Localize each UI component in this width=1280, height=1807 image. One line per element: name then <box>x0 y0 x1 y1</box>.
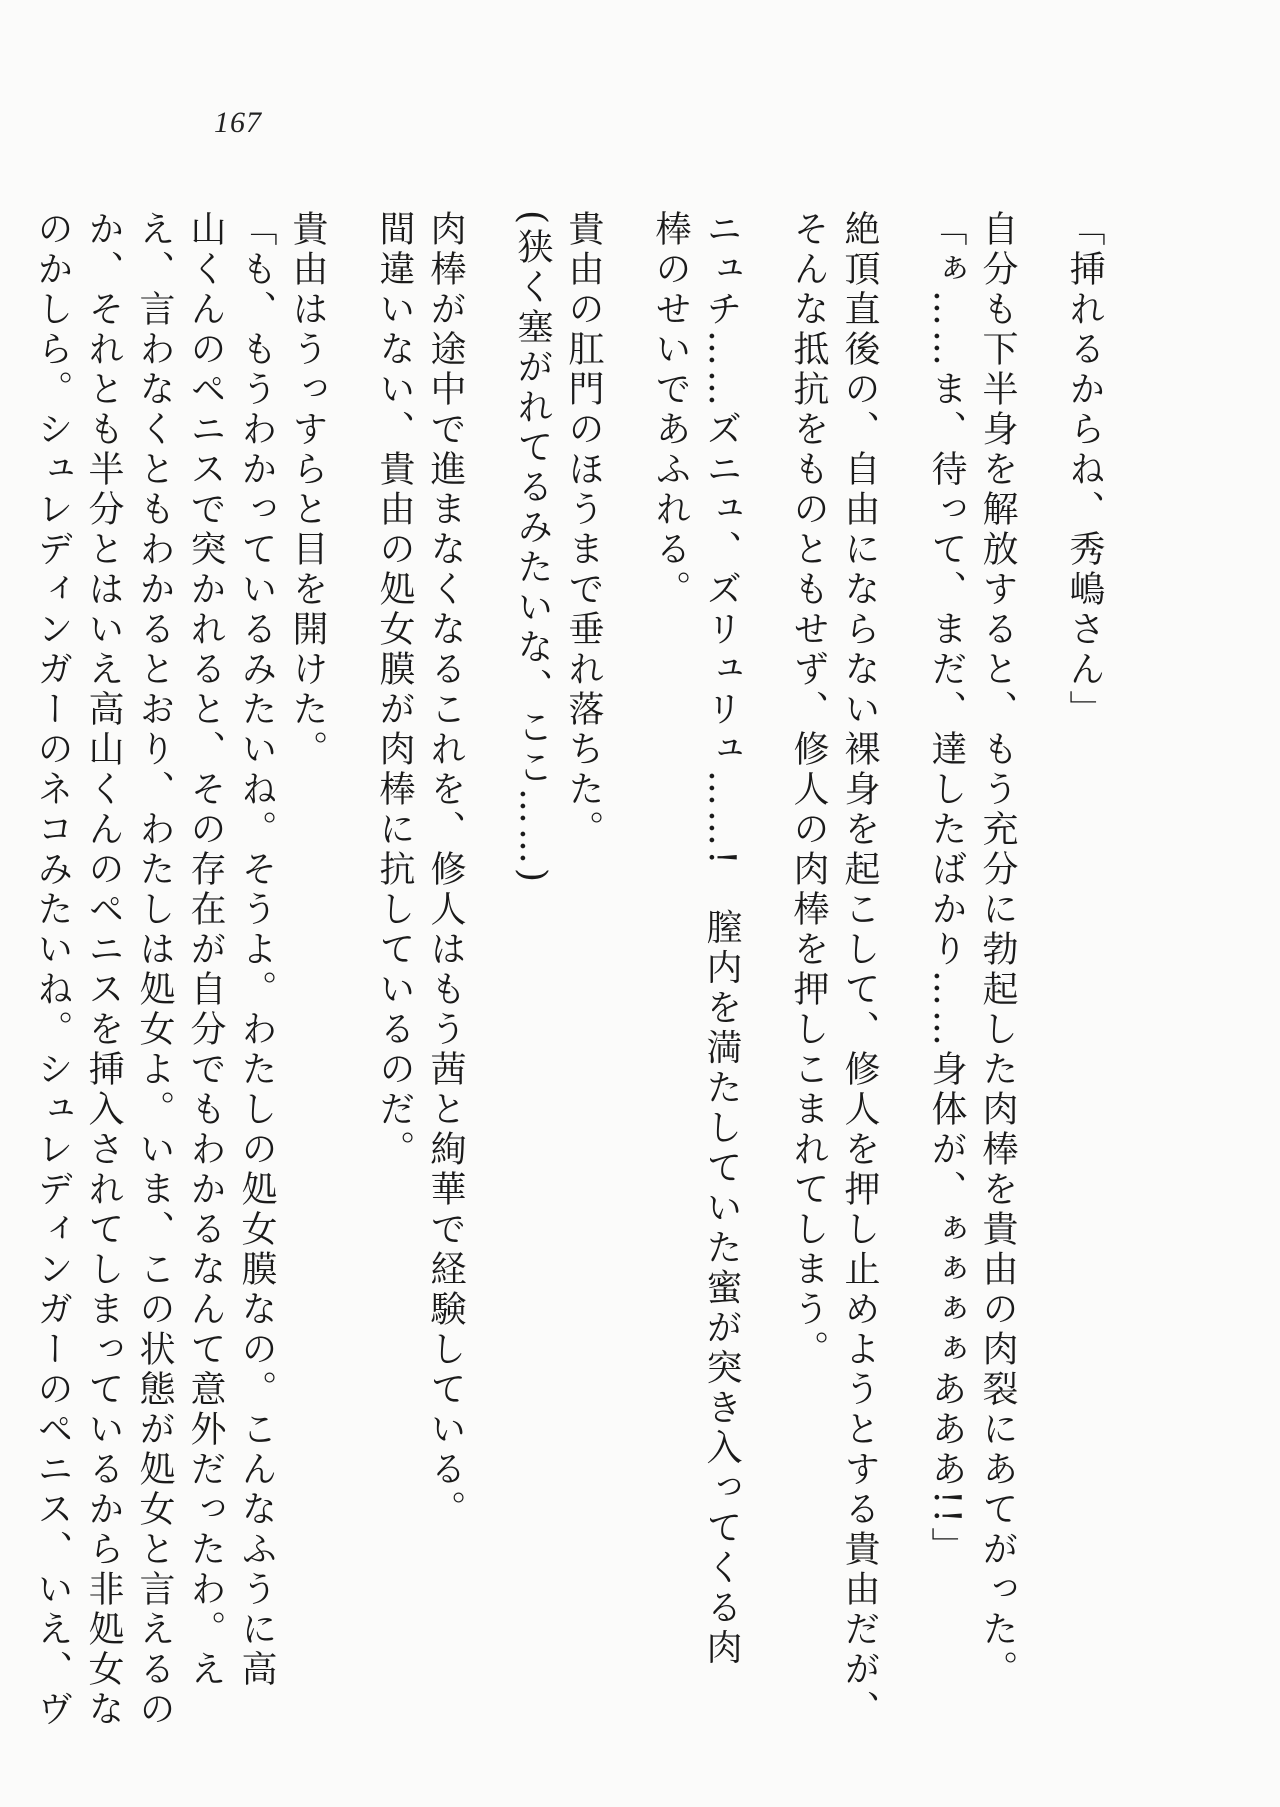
text-line: 絶頂直後の、自由にならない裸身を起こして、修人を押し止めようとする貴由だが、 <box>839 210 880 1730</box>
text-line: (狭く塞がれてるみたいな、ここ……) <box>512 210 553 887</box>
page-number: 167 <box>214 106 262 139</box>
text-line: ニュチ……ズニュ、ズリュリュ……! 膣内を満たしていた蜜が突き入ってくる肉 <box>701 210 742 1669</box>
text-line: か、それとも半分とはいえ高山くんのペニスを挿入されてしまっているから非処女な <box>83 210 124 1730</box>
text-line: 貴由の肛門のほうまで垂れ落ちた。 <box>563 210 604 850</box>
text-line: 肉棒が途中で進まなくなるこれを、修人はもう茜と絢華で経験している。 <box>425 210 466 1530</box>
text-line: 棒のせいであふれる。 <box>650 210 691 610</box>
text-line: 「ぁ……ま、待って、まだ、達したばかり……身体が、ぁぁぁぁあああ!!」 <box>926 210 967 1567</box>
text-line: 「も、もうわかっているみたいね。そうよ。わたしの処女膜なの。こんなふうに高 <box>236 210 277 1690</box>
text-line: 貴由はうっすらと目を開けた。 <box>287 210 328 770</box>
text-line: え、言わなくともわかるとおり、わたしは処女よ。いま、この状態が処女と言えるの <box>134 210 175 1730</box>
vertical-text-body <box>32 210 1110 1730</box>
text-line: 山くんのペニスで突かれると、その存在が自分でもわかるなんて意外だったわ。え <box>185 210 226 1690</box>
text-line: 間違いない、貴由の処女膜が肉棒に抗しているのだ。 <box>374 210 415 1170</box>
text-line: そんな抵抗をものともせず、修人の肉棒を押しこまれてしまう。 <box>788 210 829 1370</box>
text-line: のかしら。シュレディンガーのネコみたいね。シュレディンガーのペニス、いえ、ヴ <box>32 210 73 1730</box>
text-line: 「挿れるからね、秀嶋さん」 <box>1064 210 1105 730</box>
text-line: 自分も下半身を解放すると、もう充分に勃起した肉棒を貴由の肉裂にあてがった。 <box>977 210 1018 1690</box>
